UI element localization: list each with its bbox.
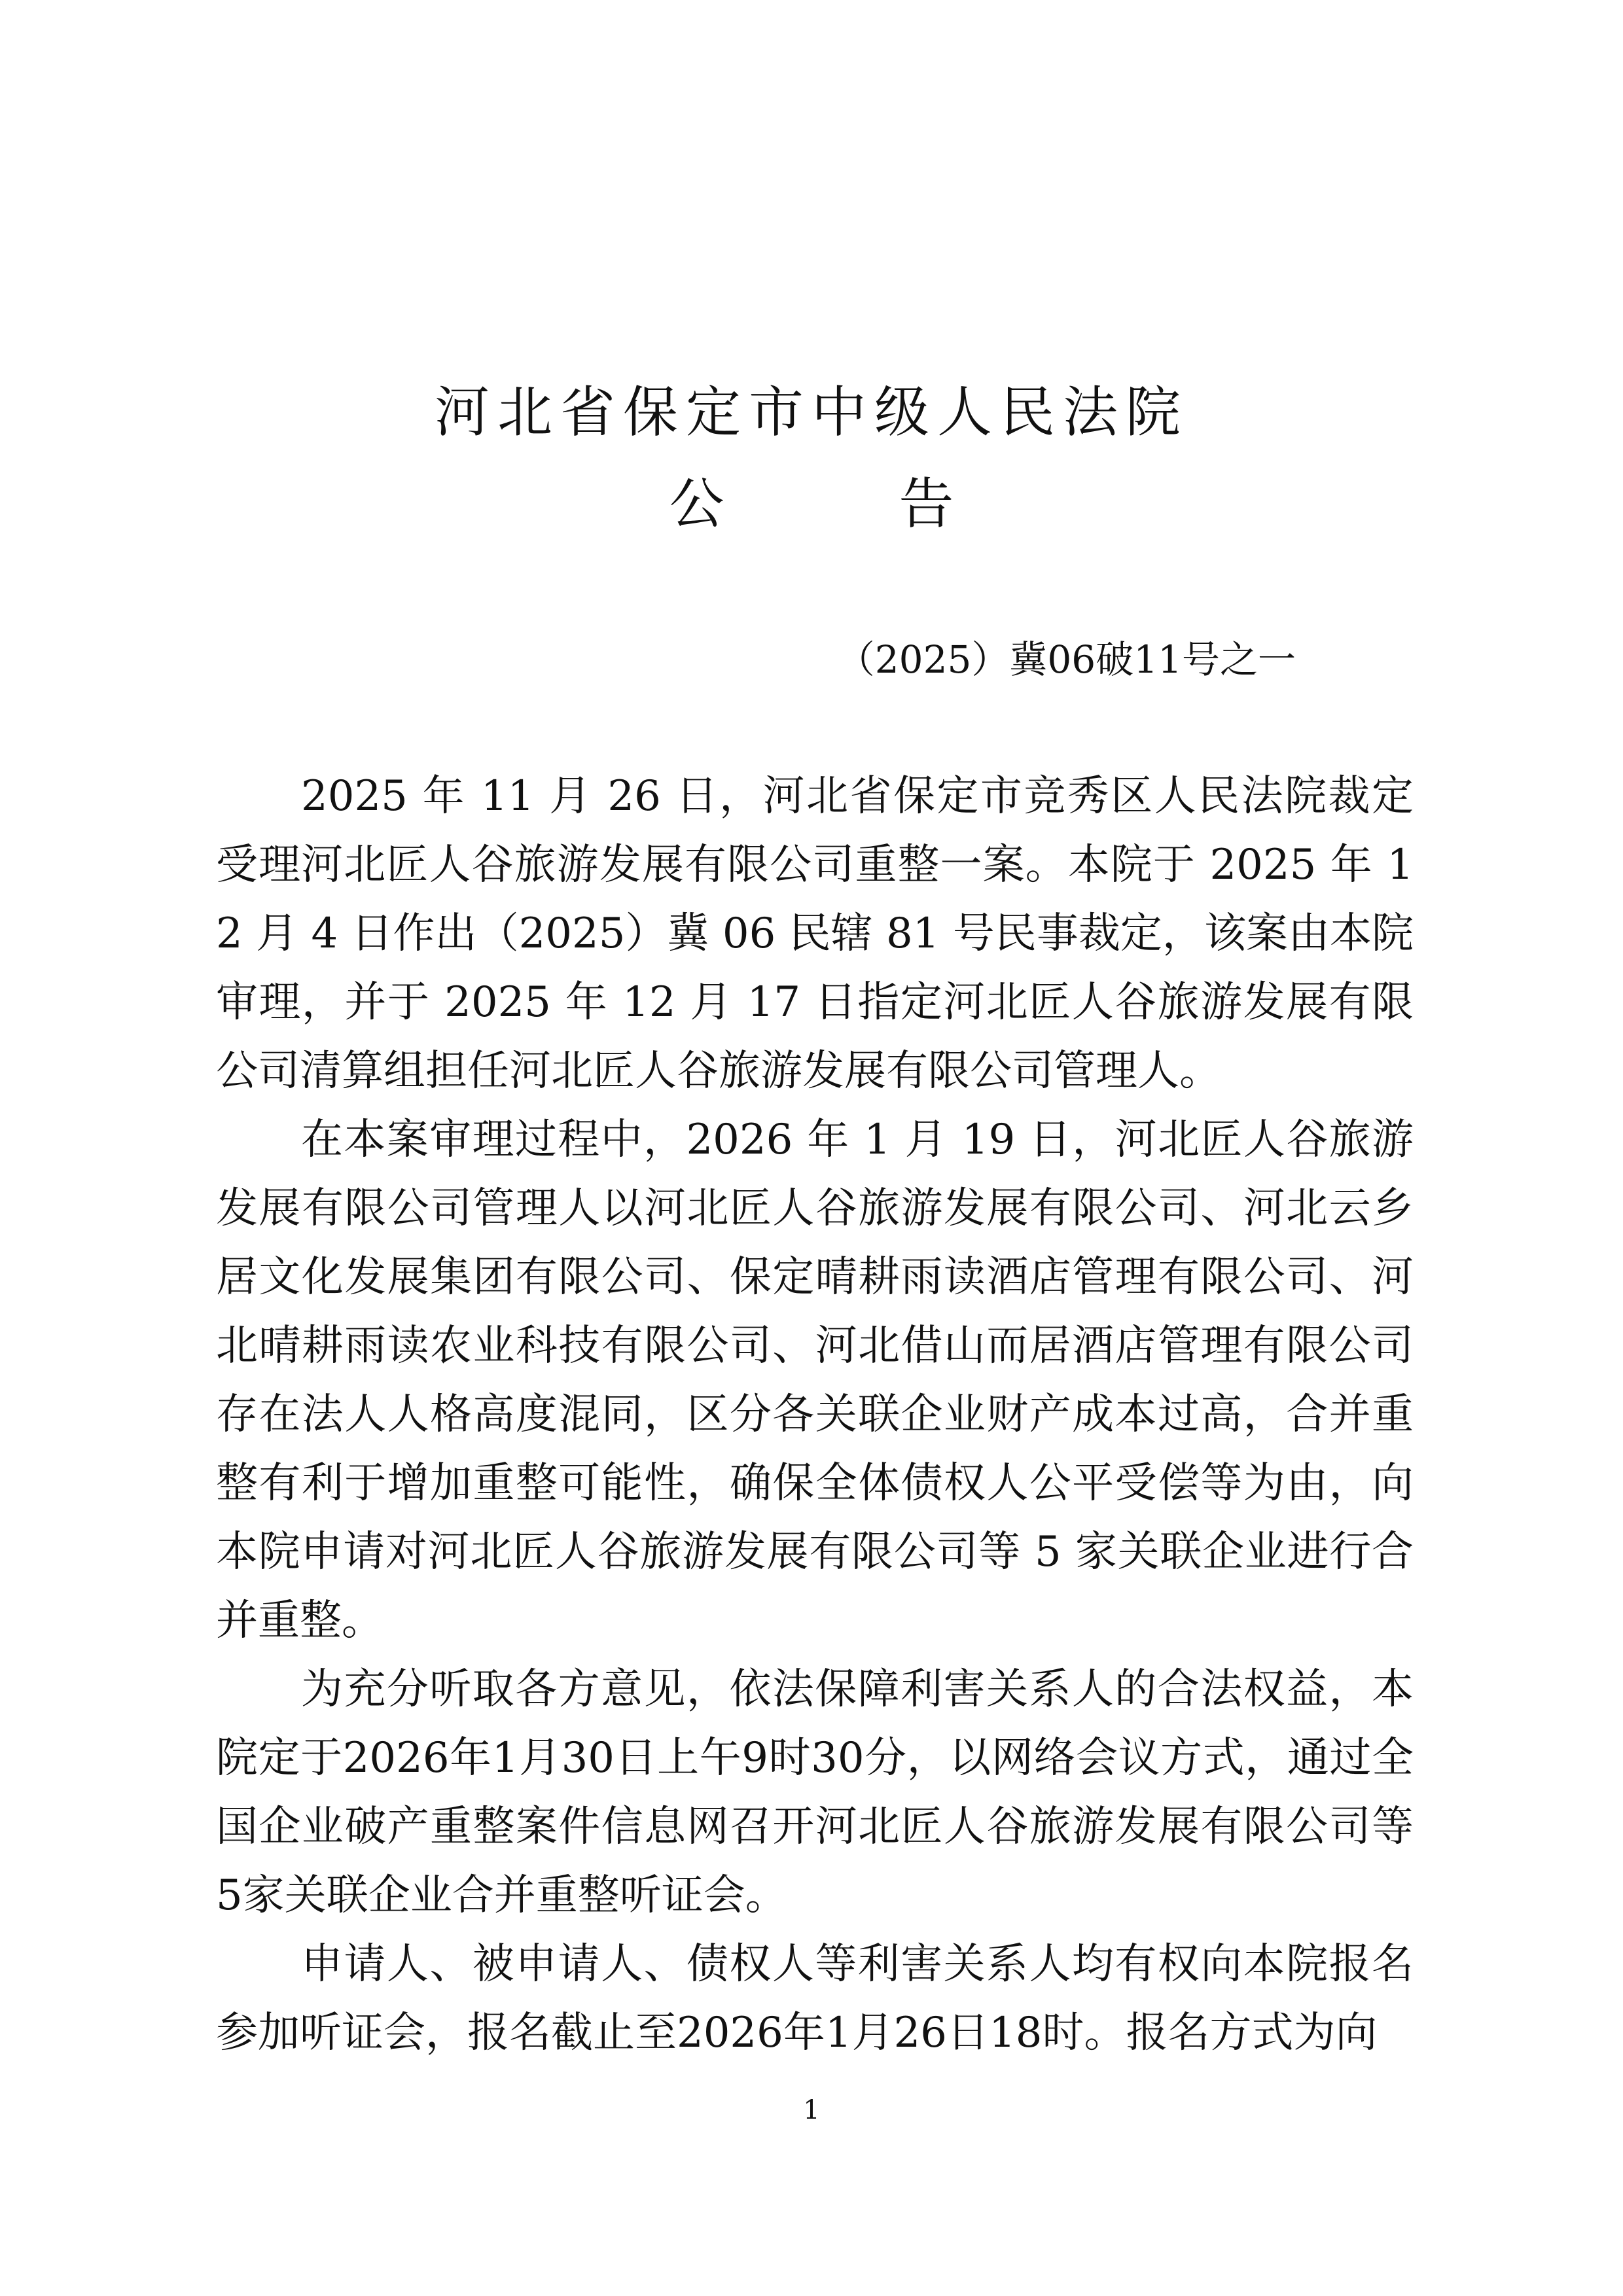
title-block <box>0 373 1623 543</box>
paragraph-merger-application: 在本案审理过程中，2026 年 1 月 19 日，河北匠人谷旅游发展有限公司管理人以河北匠人谷旅游发展有限公司、河北云乡居文化发展集团有限公司、保定晴耕雨读酒店管理有限公司、河北晴耕雨读农业科技有限公司、河北借山而居酒店管理有限公司存在法人人格高度混同，区分各关联企业财产成本过高，合并重整有利于增加重整可能性，确保全体债权人公平受偿等为由，向本院申请对河北匠人谷旅游发展有限公司等 5 家关联企业进行合并重整。 <box>216 1116 1414 1645</box>
paragraph-hearing-notice: 为充分听取各方意见，依法保障利害关系人的合法权益，本院定于2026年1月30日上午9时30分，以网络会议方式，通过全国企业破产重整案件信息网召开河北匠人谷旅游发展有限公司等5家关联企业合并重整听证会。 <box>216 1665 1414 1920</box>
court-name: 河北省保定市中级人民法院 <box>434 380 1188 444</box>
paragraph-acceptance: 2025 年 11 月 26 日，河北省保定市竞秀区人民法院裁定受理河北匠人谷旅游发展有限公司重整一案。本院于 2025 年 12 月 4 日作出（2025）冀 06 民辖 81 号民事裁定，该案由本院审理，并于 2025 年 12 月 17 日指定河北匠人谷旅游发展有限公司清算组担任河北匠人谷旅游发展有限公司管理人。 <box>216 772 1414 1095</box>
document-type-title: 公 告 <box>669 472 1033 536</box>
case-number: （2025）冀06破11号之一 <box>836 637 1296 682</box>
paragraph-registration: 申请人、被申请人、债权人等利害关系人均有权向本院报名参加听证会，报名截止至2026年1月26日18时。报名方式为向 <box>216 1940 1414 2057</box>
page-number: 1 <box>803 2095 820 2125</box>
announcement-body <box>216 762 1414 2068</box>
